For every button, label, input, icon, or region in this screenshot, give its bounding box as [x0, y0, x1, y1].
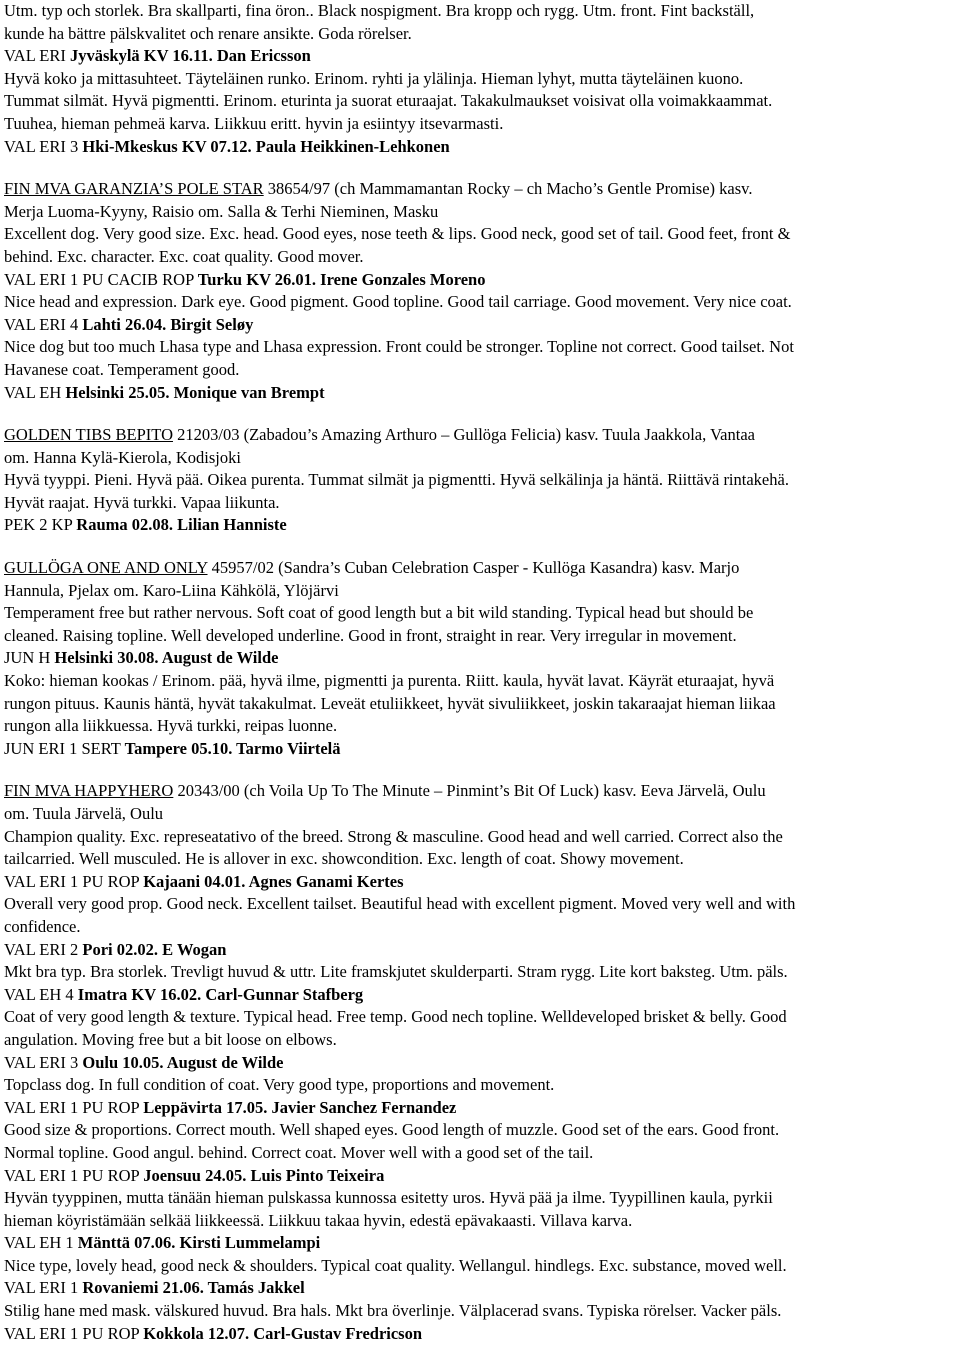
text-span: Havanese coat. Temperament good.: [4, 359, 240, 379]
text-line: [4, 738, 952, 761]
text-span: Hyvä tyyppi. Pieni. Hyvä pää. Oikea purenta. Tummat silmät ja pigmentti. Hyvä selkälinja ja häntä. Riittävä rintakehä.: [4, 470, 789, 490]
text-line: [4, 1277, 952, 1300]
text-line: [4, 715, 952, 738]
paragraph-gap: [4, 158, 952, 178]
text-span: Nice dog but too much Lhasa type and Lhasa expression. Front could be stronger. Topline not correct. Good tailset. Not: [4, 337, 794, 357]
text-line: [4, 1187, 952, 1210]
text-span: VAL ERI 1 PU ROP: [4, 1165, 144, 1185]
text-span: rungon pituus. Kaunis häntä, hyvät takakulmat. Leveät etuliikkeet, hyvät sivuliikkeet, joskin takaraajat hieman liikaa: [4, 693, 776, 713]
text-line: [4, 1074, 952, 1097]
text-line: [4, 269, 952, 292]
text-line: [4, 178, 952, 201]
text-span: cleaned. Raising topline. Well developed underline. Good in front, straight in rear. Very irregular in movement.: [4, 625, 737, 645]
text-span: 45957/02 (Sandra’s Cuban Celebration Casper - Kullöga Kasandra) kasv. Marjo: [207, 558, 740, 578]
show-judge-label: Kajaani 04.01. Agnes Ganami Kertes: [143, 871, 404, 891]
text-span: confidence.: [4, 916, 81, 936]
dog-name-heading: GULLÖGA ONE AND ONLY: [4, 558, 208, 578]
text-span: Utm. typ och storlek. Bra skallparti, fina öron.. Black nospigment. Bra kropp och rygg. Utm. front. Fint backställ,: [4, 1, 755, 20]
dog-name-heading: FIN MVA GARANZIA’S POLE STAR: [4, 179, 264, 199]
text-span: Normal topline. Good angul. behind. Correct coat. Mover well with a good set of the tail.: [4, 1142, 594, 1162]
text-span: hieman köyristämään selkää liikkeessä. Liikkuu takaa hyvin, edestä epävakaasti. Villava karva.: [4, 1210, 633, 1230]
text-line: [4, 201, 952, 224]
text-span: Tuuhea, hieman pehmeä karva. Liikkuu eritt. hyvin ja esiintyy itsevarmasti.: [4, 113, 504, 133]
text-line: [4, 693, 952, 716]
show-judge-label: Hki-Mkeskus KV 07.12. Paula Heikkinen-Lehkonen: [82, 136, 450, 156]
text-span: JUN H: [4, 648, 55, 668]
text-span: Mkt bra typ. Bra storlek. Trevligt huvud & uttr. Lite framskjutet skulderparti. Stram rygg. Lite kort baksteg. Utm. päls.: [4, 962, 788, 982]
text-line: [4, 90, 952, 113]
text-line: [4, 359, 952, 382]
show-judge-label: Tampere 05.10. Tarmo Viirtelä: [124, 738, 341, 758]
text-span: rungon alla liikkuessa. Hyvä turkki, reipas luonne.: [4, 716, 338, 736]
text-span: Champion quality. Exc. represeatativo of the breed. Strong & masculine. Good head and well carried. Correct also the: [4, 826, 783, 846]
text-line: [4, 893, 952, 916]
text-span: angulation. Moving free but a bit loose on elbows.: [4, 1029, 337, 1049]
text-line: [4, 1255, 952, 1278]
text-line: [4, 625, 952, 648]
text-span: 20343/00 (ch Voila Up To The Minute – Pinmint’s Bit Of Luck) kasv. Eeva Järvelä, Oulu: [173, 781, 766, 801]
text-span: Good size & proportions. Correct mouth. Well shaped eyes. Good length of muzzle. Good set of the ears. Good front.: [4, 1120, 780, 1140]
text-span: Nice head and expression. Dark eye. Good pigment. Good topline. Good tail carriage. Good movement. Very nice coat.: [4, 292, 792, 312]
text-line: [4, 68, 952, 91]
text-line: [4, 314, 952, 337]
text-span: Hyvät raajat. Hyvä turkki. Vapaa liikunta.: [4, 492, 280, 512]
show-judge-label: Turku KV 26.01. Irene Gonzales Moreno: [197, 269, 486, 289]
text-span: VAL ERI 4: [4, 314, 83, 334]
text-span: Hannula, Pjelax om. Karo-Liina Kähkölä, Ylöjärvi: [4, 580, 339, 600]
text-line: [4, 45, 952, 68]
text-span: VAL ERI 3: [4, 136, 83, 156]
text-span: VAL ERI 1: [4, 1278, 83, 1298]
text-span: tailcarried. Well musculed. He is allover in exc. showcondition. Exc. length of coat. Showy movement.: [4, 849, 684, 869]
show-judge-label: Pori 02.02. E Wogan: [82, 939, 227, 959]
show-judge-label: Lahti 26.04. Birgit Seløy: [82, 314, 254, 334]
text-line: [4, 1300, 952, 1323]
text-line: [4, 1097, 952, 1120]
text-line: [4, 291, 952, 314]
text-span: VAL ERI 1 PU ROP: [4, 1097, 144, 1117]
text-line: [4, 1029, 952, 1052]
text-span: Tummat silmät. Hyvä pigmentti. Erinom. eturinta ja suorat eturaajat. Takakulmaukset voisivat olla voimakkaammat.: [4, 91, 773, 111]
text-line: [4, 336, 952, 359]
text-line: [4, 803, 952, 826]
text-span: VAL EH 4: [4, 984, 78, 1004]
text-line: [4, 424, 952, 447]
show-judge-label: Kokkola 12.07. Carl-Gustav Fredricson: [143, 1323, 423, 1343]
text-line: [4, 848, 952, 871]
text-line: [4, 939, 952, 962]
text-line: [4, 1119, 952, 1142]
text-line: [4, 670, 952, 693]
text-line: [4, 136, 952, 159]
paragraph-gap: [4, 760, 952, 780]
dog-name-heading: FIN MVA HAPPYHERO: [4, 781, 174, 801]
text-line: [4, 469, 952, 492]
text-span: VAL ERI 2: [4, 939, 83, 959]
text-line: [4, 647, 952, 670]
text-span: om. Tuula Järvelä, Oulu: [4, 804, 164, 823]
text-span: Hyvän tyyppinen, mutta tänään hieman pulskassa kunnossa esitetty uros. Hyvä pää ja ilme. Tyypillinen kaula, pyrkii: [4, 1188, 773, 1208]
text-line: [4, 984, 952, 1007]
text-line: [4, 961, 952, 984]
text-line: [4, 1210, 952, 1233]
text-line: [4, 1323, 952, 1346]
text-line: [4, 492, 952, 515]
show-judge-label: Imatra KV 16.02. Carl-Gunnar Stafberg: [77, 984, 364, 1004]
text-span: VAL ERI 1 PU ROP: [4, 1323, 144, 1343]
show-judge-label: Helsinki 25.05. Monique van Brempt: [65, 382, 325, 402]
show-judge-label: Helsinki 30.08. August de Wilde: [54, 648, 279, 668]
text-span: VAL ERI 3: [4, 1052, 83, 1072]
text-span: Temperament free but rather nervous. Soft coat of good length but a bit wild standing. Typical head but should be: [4, 603, 754, 623]
text-span: VAL EH: [4, 382, 66, 402]
text-line: [4, 602, 952, 625]
text-line: [4, 557, 952, 580]
show-judge-label: Jyväskylä KV 16.11. Dan Ericsson: [70, 46, 311, 66]
text-span: JUN ERI 1 SERT: [4, 738, 125, 758]
text-line: [4, 1165, 952, 1188]
text-line: [4, 1052, 952, 1075]
text-line: [4, 1142, 952, 1165]
show-judge-label: Mänttä 07.06. Kirsti Lummelampi: [77, 1233, 321, 1253]
text-span: VAL ERI 1 PU ROP: [4, 871, 144, 891]
text-span: Nice type, lovely head, good neck & shoulders. Typical coat quality. Wellangul. hindlegs. Exc. substance, moved well.: [4, 1255, 787, 1275]
text-span: Coat of very good length & texture. Typical head. Free temp. Good nech topline. Welldeveloped brisket & belly. Good: [4, 1007, 787, 1027]
text-span: 21203/03 (Zabadou’s Amazing Arthuro – Gullöga Felicia) kasv. Tuula Jaakkola, Vantaa: [172, 425, 755, 445]
text-line: [4, 382, 952, 405]
show-judge-label: Oulu 10.05. August de Wilde: [82, 1052, 284, 1072]
text-span: Merja Luoma-Kyyny, Raisio om. Salla & Terhi Nieminen, Masku: [4, 201, 439, 221]
show-judge-label: Rauma 02.08. Lilian Hanniste: [76, 515, 287, 535]
paragraph-gap: [4, 537, 952, 557]
text-span: Overall very good prop. Good neck. Excellent tailset. Beautiful head with excellent pigment. Moved very well and with: [4, 894, 796, 914]
text-line: [4, 1006, 952, 1029]
text-span: behind. Exc. character. Exc. coat quality. Good mover.: [4, 246, 364, 266]
text-line: [4, 580, 952, 603]
show-judge-label: Joensuu 24.05. Luis Pinto Teixeira: [143, 1165, 385, 1185]
show-judge-label: Leppävirta 17.05. Javier Sanchez Fernandez: [143, 1097, 457, 1117]
text-line: [4, 780, 952, 803]
text-span: kunde ha bättre pälskvalitet och renare ansikte. Goda rörelser.: [4, 23, 412, 43]
text-line: [4, 514, 952, 537]
dog-name-heading: GOLDEN TIBS BEPITO: [4, 425, 173, 445]
show-judge-label: Rovaniemi 21.06. Tamás Jakkel: [82, 1278, 305, 1298]
text-line: [4, 223, 952, 246]
text-line: [4, 113, 952, 136]
text-line: [4, 0, 952, 23]
text-line: [4, 826, 952, 849]
text-line: [4, 23, 952, 46]
text-span: VAL ERI 1 PU CACIB ROP: [4, 269, 198, 289]
text-line: [4, 447, 952, 470]
text-span: VAL ERI: [4, 46, 70, 66]
text-span: Koko: hieman kookas / Erinom. pää, hyvä ilme, pigmentti ja purenta. Riitt. kaula, hyvät lavat. Käyrät eturaajat, hyvä: [4, 671, 775, 691]
text-line: [4, 871, 952, 894]
text-span: Stilig hane med mask. välskured huvud. Bra hals. Mkt bra överlinje. Välplacerad svans. Typiska rörelser. Vacker päls.: [4, 1301, 782, 1321]
text-span: Hyvä koko ja mittasuhteet. Täyteläinen runko. Erinom. ryhti ja ylälinja. Hieman lyhyt, mutta täyteläinen kuono.: [4, 68, 744, 88]
text-line: [4, 246, 952, 269]
paragraph-gap: [4, 404, 952, 424]
text-line: [4, 1232, 952, 1255]
text-span: Topclass dog. In full condition of coat. Very good type, proportions and movement.: [4, 1075, 555, 1095]
text-span: VAL EH 1: [4, 1233, 78, 1253]
text-span: 38654/97 (ch Mammamantan Rocky – ch Macho’s Gentle Promise) kasv.: [263, 179, 753, 199]
text-span: om. Hanna Kylä-Kierola, Kodisjoki: [4, 447, 241, 467]
text-span: Excellent dog. Very good size. Exc. head. Good eyes, nose teeth & lips. Good neck, good set of tail. Good feet, front &: [4, 224, 791, 244]
text-line: [4, 916, 952, 939]
text-span: PEK 2 KP: [4, 515, 77, 535]
